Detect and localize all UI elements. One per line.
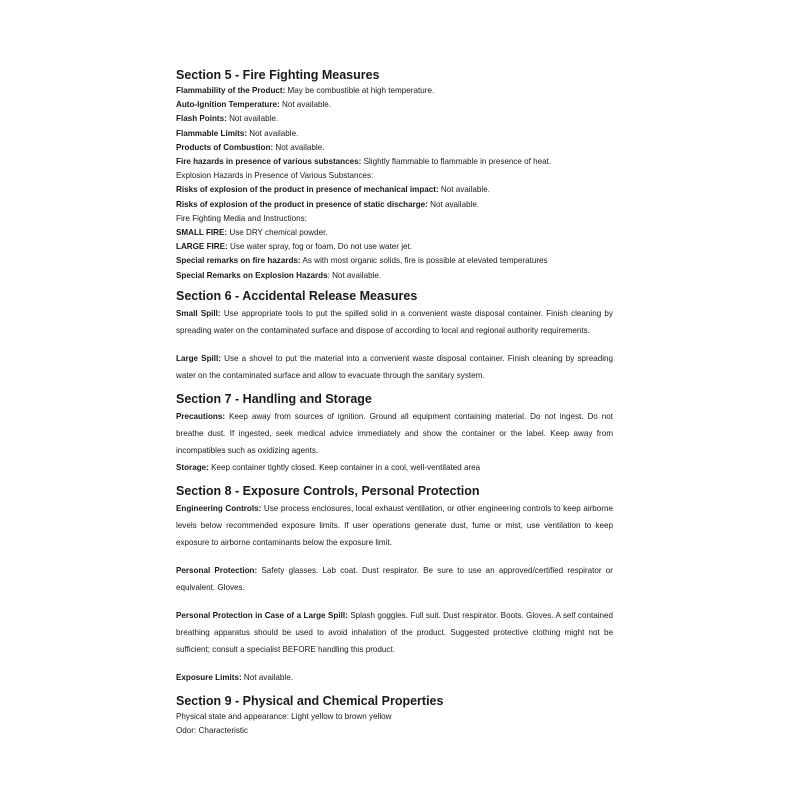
s5-line: Products of Combustion: Not available. bbox=[176, 142, 325, 152]
s5-line: Flammable Limits: Not available. bbox=[176, 128, 299, 138]
s9-line: Odor: Characteristic bbox=[176, 726, 248, 736]
s5-line: Special remarks on fire hazards: As with most organic solids, fire is possible at elevated temperatures bbox=[176, 256, 548, 266]
large-spill-paragraph: Large Spill: Use a shovel to put the material into a convenient waste disposal container. Finish cleaning by spreading water on the contaminated surface and allow to evacuate through the sanitary system. bbox=[176, 353, 614, 380]
section-7-title: Section 7 - Handling and Storage bbox=[176, 391, 372, 406]
s5-line: Fire Fighting Media and Instructions: bbox=[176, 213, 307, 223]
personal-protection-large-spill-paragraph: Personal Protection in Case of a Large Spill: Splash goggles. Full suit. Dust respirator. Boots. Gloves. A self contained breathing apparatus should be used to avoid inhalation of the product. Suggested protective clothing might not be sufficient; consult a specialist BEFORE handling this product. bbox=[176, 610, 613, 654]
exposure-limits-paragraph: Exposure Limits: Not available. bbox=[176, 672, 293, 682]
section-7 bbox=[176, 390, 613, 476]
s5-line: LARGE FIRE: Use water spray, fog or foam. Do not use water jet. bbox=[176, 242, 413, 252]
precautions-paragraph: Precautions: Keep away from sources of ignition. Ground all equipment containing material. Do not ingest. Do not breathe dust. If ingested, seek medical advice immediately and show the container or the label. Keep away from incompatibles such as oxidizing agents. bbox=[176, 411, 613, 455]
document-page bbox=[176, 66, 613, 738]
section-5 bbox=[176, 66, 613, 283]
s5-line: Fire hazards in presence of various substances: Slightly flammable to flammable in presence of heat. bbox=[176, 157, 552, 167]
s5-line: Flash Points: Not available. bbox=[176, 114, 279, 124]
storage-paragraph: Storage: Keep container tightly closed. Keep container in a cool, well-ventilated area bbox=[176, 462, 481, 472]
s5-line: Risks of explosion of the product in presence of static discharge: Not available. bbox=[176, 199, 480, 209]
s5-line: SMALL FIRE: Use DRY chemical powder. bbox=[176, 228, 328, 238]
section-8 bbox=[176, 482, 613, 686]
small-spill-paragraph: Small Spill: Use appropriate tools to put the spilled solid in a convenient waste disposal container. Finish cleaning by spreading water on the contaminated surface and dispose of according to local and regional authority requirements. bbox=[176, 308, 613, 335]
section-9-title: Section 9 - Physical and Chemical Properties bbox=[176, 693, 444, 708]
section-9 bbox=[176, 692, 613, 738]
section-5-title: Section 5 - Fire Fighting Measures bbox=[176, 68, 380, 82]
s5-line: Flammability of the Product: May be combustible at high temperature. bbox=[176, 86, 435, 95]
section-6 bbox=[176, 287, 613, 384]
section-8-title: Section 8 - Exposure Controls, Personal Protection bbox=[176, 483, 480, 498]
s5-line: Auto-Ignition Temperature: Not available. bbox=[176, 100, 332, 110]
s5-line: Risks of explosion of the product in presence of mechanical impact: Not available. bbox=[176, 185, 490, 195]
s5-line: Special Remarks on Explosion Hazards: Not available. bbox=[176, 270, 382, 280]
personal-protection-paragraph: Personal Protection: Safety glasses. Lab coat. Dust respirator. Be sure to use an approved/certified respirator or equivalent. Gloves. bbox=[176, 565, 614, 592]
section-6-title: Section 6 - Accidental Release Measures bbox=[176, 288, 418, 303]
s5-line: Explosion Hazards in Presence of Various Substances: bbox=[176, 171, 374, 181]
engineering-controls-paragraph: Engineering Controls: Use process enclosures, local exhaust ventilation, or other engineering controls to keep airborne levels below recommended exposure limits. If user operations generate dust, fume or mist, use ventilation to keep exposure to airborne contaminants below the exposure limit. bbox=[176, 503, 614, 547]
s9-line: Physical state and appearance: Light yellow to brown yellow bbox=[176, 711, 392, 721]
